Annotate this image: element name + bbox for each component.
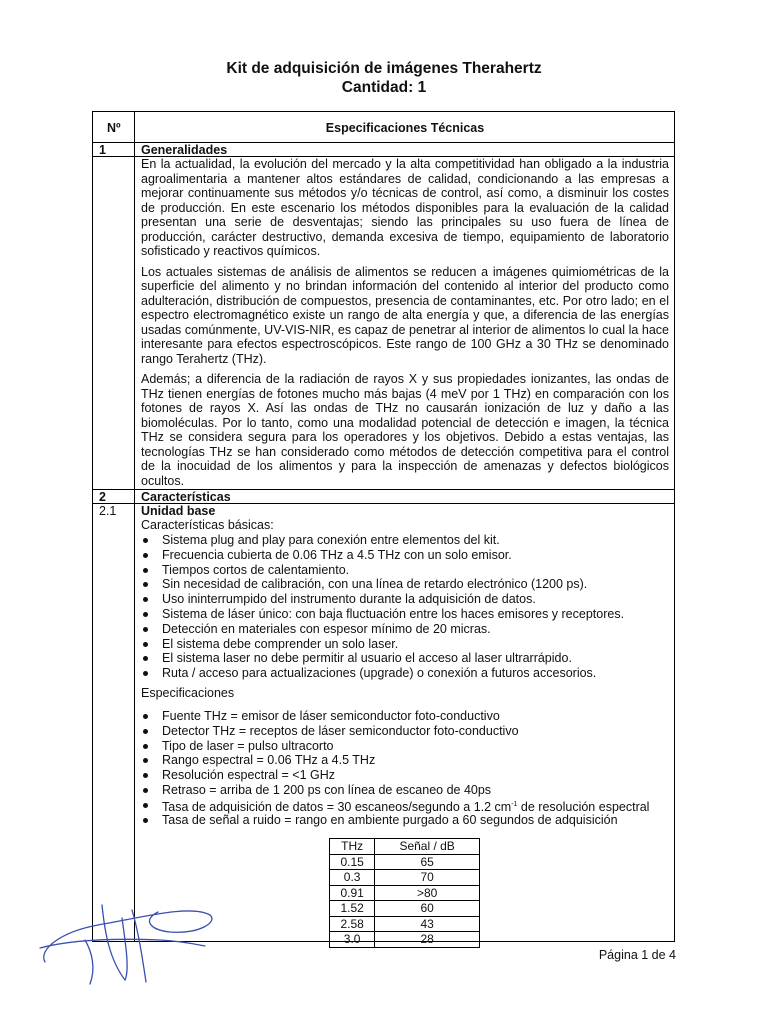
specs-label: Especificaciones — [141, 686, 235, 700]
page-number: Página 1 de 4 — [598, 948, 676, 962]
section-2-title: Características — [141, 490, 231, 504]
list-item: Sistema plug and play para conexión entre elementos del kit. — [141, 533, 669, 548]
bullet-icon — [143, 758, 148, 763]
section-2-1-number: 2.1 — [99, 504, 117, 518]
paragraph-3: Además; a diferencia de la radiación de rayos X y sus propiedades ionizantes, las ondas de THz tienen energías de fotones mucho más bajas (4 meV por 1 THz) en comparación con los fotones de rayos X. Así las ondas de THz no causarán ionización de luz y daño a las biomoléculas. Por lo tanto, como una modalidad potencial de detección e imagen, la técnica THz se considera segura para los operadores y los objetivos. Debido a estas ventajas, las tecnologías THz se han considerado como métodos de detección competitiva para el control de la inocuidad de los alimentos y para la inspección de amenazas y defectos biológicos ocultos. — [141, 372, 669, 488]
header-thz: THz — [330, 839, 375, 855]
list-item: Tasa de señal a ruido = rango en ambiente purgado a 60 segundos de adquisición — [141, 813, 669, 828]
list-item: Fuente THz = emisor de láser semiconductor foto-conductivo — [141, 709, 669, 724]
section-2-1-subtitle: Características básicas: — [141, 518, 274, 532]
table-row: 1.52 60 — [330, 901, 480, 917]
list-item: Rango espectral = 0.06 THz a 4.5 THz — [141, 753, 669, 768]
bullet-icon — [143, 538, 148, 543]
header-signal: Señal / dB — [375, 839, 480, 855]
list-item: El sistema debe comprender un solo laser. — [141, 637, 669, 652]
list-item: Sistema de láser único: con baja fluctuación entre los haces emisores y receptores. — [141, 607, 669, 622]
bullet-icon — [143, 729, 148, 734]
list-item: Sin necesidad de calibración, con una línea de retardo electrónico (1200 ps). — [141, 577, 669, 592]
list-item: Frecuencia cubierta de 0.06 THz a 4.5 THz con un solo emisor. — [141, 548, 669, 563]
bullet-icon — [143, 656, 148, 661]
section-2-1-title: Unidad base — [141, 504, 216, 518]
basic-features-list — [141, 533, 669, 681]
bullet-icon — [143, 582, 148, 587]
snr-table — [329, 838, 480, 948]
bullet-icon — [143, 818, 148, 823]
list-item: Detección en materiales con espesor mínimo de 20 micras. — [141, 622, 669, 637]
list-item: Uso ininterrumpido del instrumento durante la adquisición de datos. — [141, 592, 669, 607]
bullet-icon — [143, 744, 148, 749]
list-item: Detector THz = receptos de láser semiconductor foto-conductivo — [141, 724, 669, 739]
list-item: El sistema laser no debe permitir al usuario el acceso al laser ultrarrápido. — [141, 651, 669, 666]
bullet-icon — [143, 627, 148, 632]
column-divider — [134, 112, 135, 941]
section-1-number: 1 — [99, 143, 106, 157]
bullet-icon — [143, 568, 148, 573]
table-row: 0.91 >80 — [330, 885, 480, 901]
bullet-icon — [143, 597, 148, 602]
document-title: Kit de adquisición de imágenes Therahertz — [226, 60, 542, 77]
table-row: 2.58 43 — [330, 916, 480, 932]
bullet-icon — [143, 671, 148, 676]
generalidades-text — [141, 157, 669, 488]
document-subtitle: Cantidad: 1 — [341, 79, 427, 96]
bullet-icon — [143, 714, 148, 719]
header-spec: Especificaciones Técnicas — [325, 121, 485, 135]
list-item: Ruta / acceso para actualizaciones (upgrade) o conexión a futuros accesorios. — [141, 666, 669, 681]
table-header-row — [330, 839, 480, 855]
bullet-icon — [143, 803, 148, 808]
list-item: Tipo de laser = pulso ultracorto — [141, 739, 669, 754]
bullet-icon — [143, 612, 148, 617]
list-item: Tiempos cortos de calentamiento. — [141, 563, 669, 578]
list-item: Tasa de adquisición de datos = 30 escaneos/segundo a 1.2 $cm^{-1}$ de resolución espectral — [141, 798, 669, 813]
bullet-icon — [143, 788, 148, 793]
header-num: Nº — [107, 121, 121, 135]
table-row: 0.3 70 — [330, 870, 480, 886]
bullet-icon — [143, 773, 148, 778]
bullet-icon — [143, 553, 148, 558]
table-row: 0.15 65 — [330, 854, 480, 870]
section-1-title: Generalidades — [141, 143, 228, 157]
signature-drawing — [30, 880, 230, 990]
paragraph-2: Los actuales sistemas de análisis de alimentos se reducen a imágenes quimiométricas de la superficie del alimento y no brindan información del contenido al interior del producto como adulteración, distribución de compuestos, presencia de contaminantes, etc. Por otro lado; en el espectro electromagnético existe un rango de alta energía y que, a diferencia de las energías usadas comúnmente, UV-VIS-NIR, es capaz de penetrar al interior de alimentos lo cual la hace interesante para efectos espectroscópicos. Este rango de 100 GHz a 30 THz se denominado rango Terahertz (THz). — [141, 264, 669, 366]
spec-table — [92, 111, 675, 942]
list-item: Retraso = arriba de 1 200 ps con línea de escaneo de 40ps — [141, 783, 669, 798]
table-row: 3.0 28 — [330, 932, 480, 948]
section-2-number: 2 — [99, 490, 106, 504]
bullet-icon — [143, 642, 148, 647]
list-item: Resolución espectral = <1 GHz — [141, 768, 669, 783]
specs-list — [141, 709, 669, 827]
paragraph-1: En la actualidad, la evolución del mercado y la alta competitividad han obligado a la industria agroalimentaria a mantener altos estándares de calidad, condicionando a las empresas a mejorar continuamente sus métodos y/o técnicas de control, así como, a disminuir los costes de producción. En este escenario los métodos disponibles para la evaluación de la calidad presentan una serie de desventajas; siendo las principales su uso fuera de línea de producción, carácter destructivo, demanda excesiva de tiempo, equipamiento de laboratorio sofisticado y reactivos químicos. — [141, 157, 669, 258]
